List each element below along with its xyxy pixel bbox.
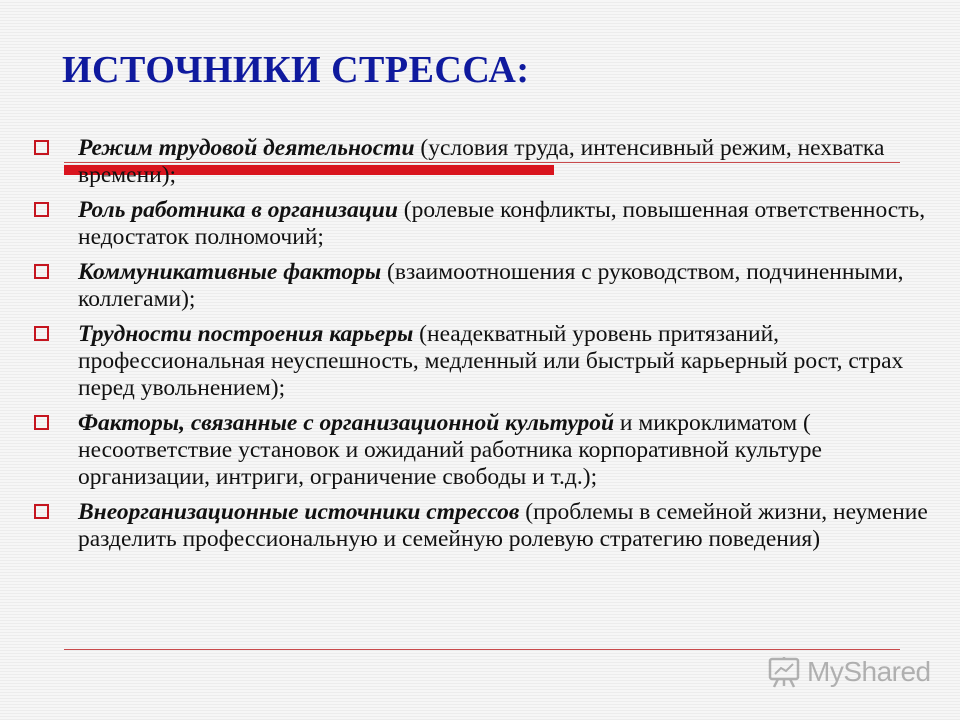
list-item bbox=[30, 135, 930, 189]
list-item bbox=[30, 499, 930, 553]
item-term: Внеорганизационные источники стрессов bbox=[78, 499, 520, 525]
item-term: Режим трудовой деятельности bbox=[78, 135, 415, 161]
slide-title: ИСТОЧНИКИ СТРЕССА: bbox=[62, 49, 530, 91]
item-text: (условия труда, интенсивный режим, нехватка времени); bbox=[78, 135, 885, 188]
presentation-board-icon bbox=[767, 655, 801, 689]
list-item bbox=[30, 197, 930, 251]
item-text: (взаимоотношения с руководством, подчиненными, коллегами); bbox=[78, 259, 904, 312]
item-text: (неадекватный уровень притязаний, профессиональная неуспешность, медленный или быстрый карьерный рост, страх перед увольнением); bbox=[78, 321, 904, 401]
watermark-text: MyShared bbox=[807, 656, 931, 687]
square-bullet-icon bbox=[34, 504, 49, 519]
list-item bbox=[30, 259, 930, 313]
item-term: Трудности построения карьеры bbox=[78, 321, 414, 347]
square-bullet-icon bbox=[34, 415, 49, 430]
watermark bbox=[767, 655, 931, 689]
bullet-list bbox=[30, 135, 930, 561]
square-bullet-icon bbox=[34, 326, 49, 341]
item-term: Факторы, связанные с организационной культурой bbox=[78, 410, 615, 436]
bottom-divider bbox=[64, 649, 900, 650]
square-bullet-icon bbox=[34, 264, 49, 279]
item-term: Коммуникативные факторы bbox=[78, 259, 382, 285]
item-text: (проблемы в семейной жизни, неумение разделить профессиональную и семейную ролевую стратегию поведения) bbox=[78, 499, 928, 552]
item-term: Роль работника в организации bbox=[78, 197, 398, 223]
list-item bbox=[30, 410, 930, 491]
square-bullet-icon bbox=[34, 202, 49, 217]
item-text: и микроклиматом ( несоответствие установок и ожиданий работника корпоративной культуре организации, интриги, ограничение свободы и т.д.); bbox=[78, 410, 822, 490]
square-bullet-icon bbox=[34, 140, 49, 155]
item-text: (ролевые конфликты, повышенная ответственность, недостаток полномочий; bbox=[78, 197, 926, 250]
list-item bbox=[30, 321, 930, 402]
